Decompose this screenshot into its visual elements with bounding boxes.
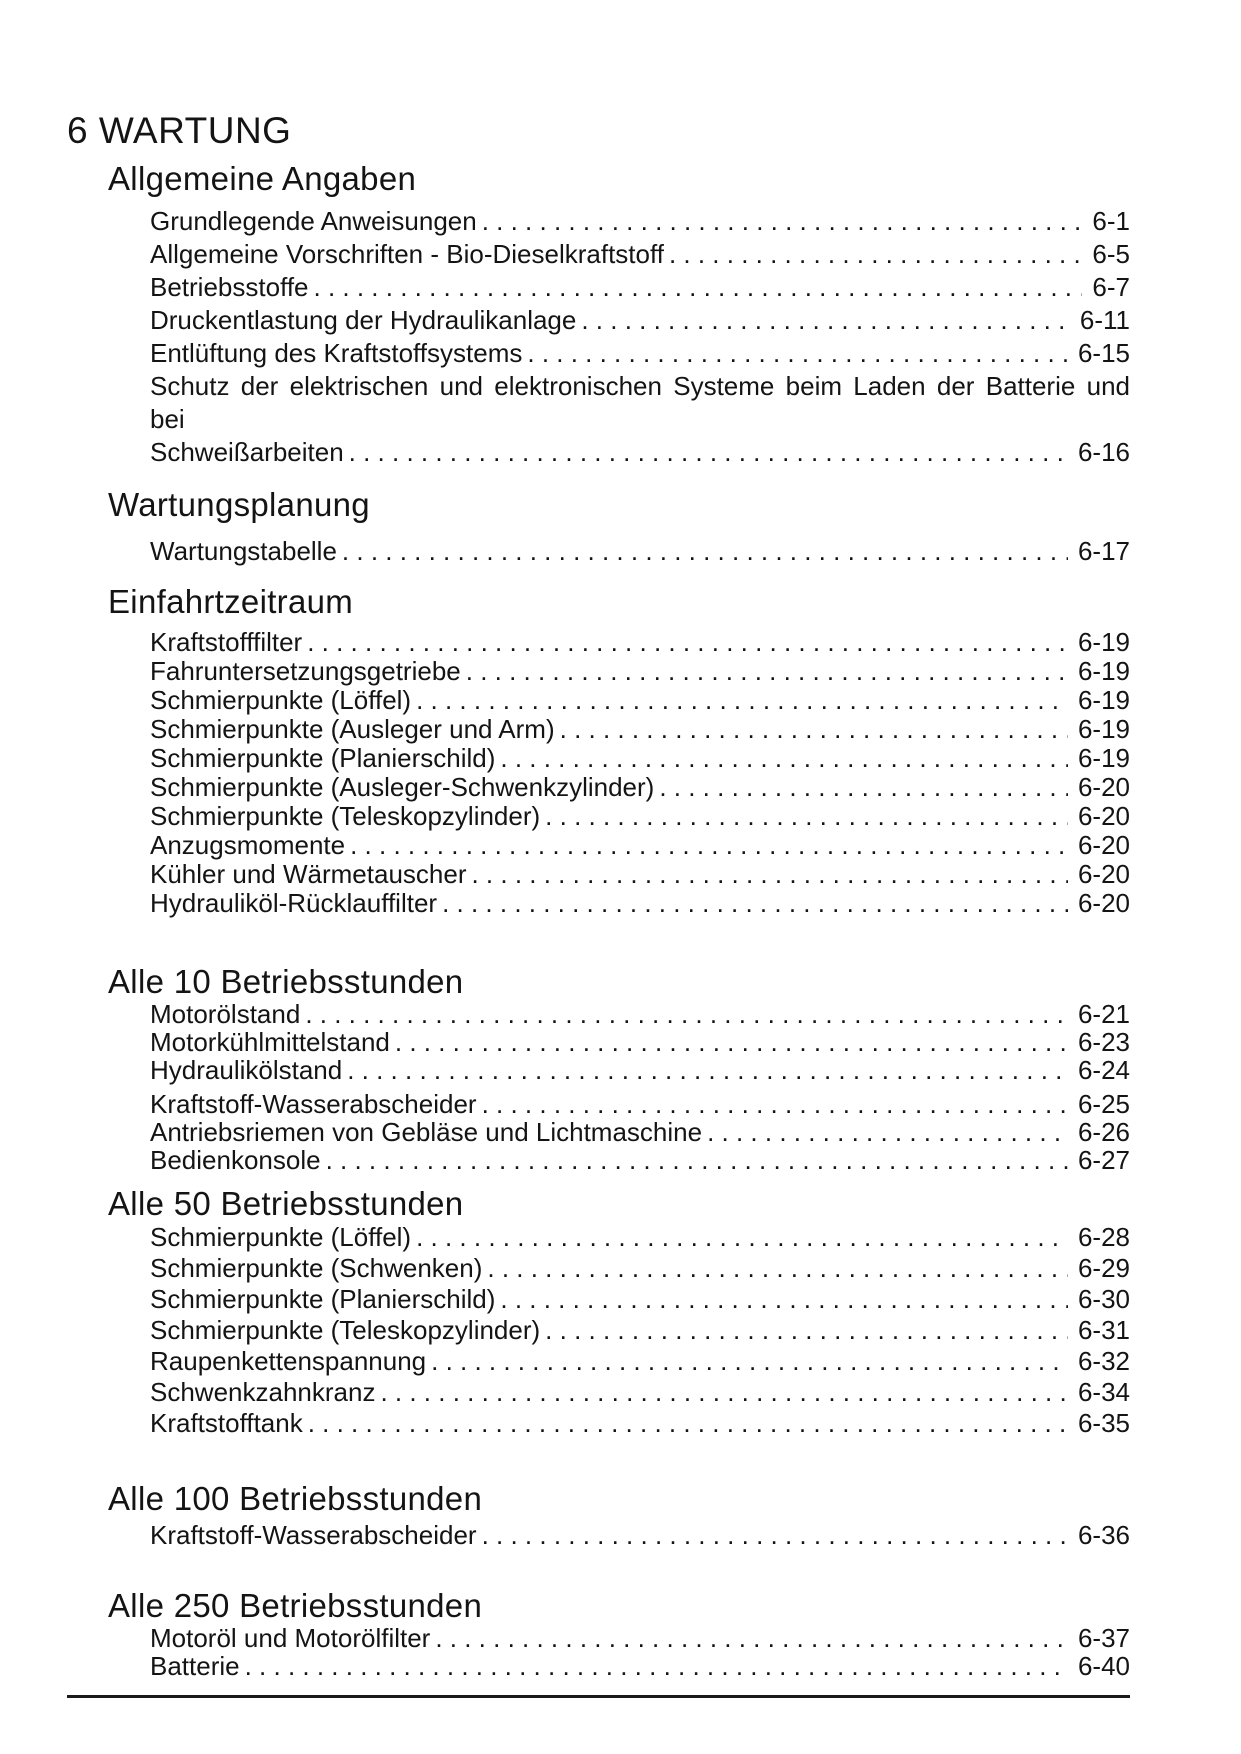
dot-leader xyxy=(305,1000,1068,1028)
toc-entry-page: 6-31 xyxy=(1077,1315,1130,1345)
toc-entry-page: 6-37 xyxy=(1077,1623,1130,1653)
dot-leader xyxy=(416,1222,1068,1253)
toc-entry-page: 6-24 xyxy=(1077,1055,1130,1085)
toc-entry-label: Grundlegende Anweisungen xyxy=(150,206,477,236)
toc-entry-label: Entlüftung des Kraftstoffsystems xyxy=(150,338,523,368)
dot-leader xyxy=(466,657,1068,686)
toc-entry xyxy=(150,1253,1130,1284)
toc-entry-page: 6-20 xyxy=(1077,888,1130,918)
dot-leader xyxy=(308,1408,1068,1439)
toc-entry-page: 6-25 xyxy=(1077,1089,1130,1119)
toc-entry xyxy=(150,271,1130,304)
toc-entry-label: Kühler und Wärmetauscher xyxy=(150,859,467,889)
toc-section-alle-50-betriebsstunden xyxy=(67,1186,1241,1439)
toc-entry-label: Allgemeine Vorschriften - Bio-Dieselkraftstoff xyxy=(150,239,664,269)
dot-leader xyxy=(560,715,1068,744)
dot-leader xyxy=(245,1652,1068,1680)
toc-entry-label: Hydrauliköl-Rücklauffilter xyxy=(150,888,438,918)
toc-entry-two-line xyxy=(150,370,1130,469)
dot-leader xyxy=(350,831,1068,860)
dot-leader xyxy=(395,1028,1068,1056)
toc-entry-page: 6-19 xyxy=(1077,743,1130,773)
toc-entry-label: Bedienkonsole xyxy=(150,1145,321,1175)
section-heading: Allgemeine Angaben xyxy=(108,160,417,197)
toc-entry-page: 6-32 xyxy=(1077,1346,1130,1376)
toc-entry xyxy=(150,744,1130,773)
toc-section-einfahrtzeitraum xyxy=(67,584,1241,918)
dot-leader xyxy=(442,889,1068,918)
toc-entry xyxy=(150,628,1130,657)
toc-entry-label: Batterie xyxy=(150,1651,240,1681)
dot-leader xyxy=(545,802,1068,831)
toc-entry-page: 6-28 xyxy=(1077,1222,1130,1252)
toc-entry-page: 6-30 xyxy=(1077,1284,1130,1314)
toc-section-alle-100-betriebsstunden xyxy=(67,1481,1241,1550)
toc-entry xyxy=(150,1408,1130,1439)
toc-entry xyxy=(150,238,1130,271)
toc-entry xyxy=(150,1118,1130,1146)
toc-entry-page: 6-35 xyxy=(1077,1408,1130,1438)
toc-entry-page: 6-29 xyxy=(1077,1253,1130,1283)
toc-entry-page: 6-20 xyxy=(1077,772,1130,802)
toc-entry-page: 6-11 xyxy=(1079,305,1130,335)
toc-entry-page: 6-34 xyxy=(1077,1377,1130,1407)
toc-entry-page: 6-19 xyxy=(1077,714,1130,744)
toc-entry xyxy=(150,773,1130,802)
toc-entry-label: Druckentlastung der Hydraulikanlage xyxy=(150,305,577,335)
toc-entry xyxy=(150,860,1130,889)
toc-entry-label: Anzugsmomente xyxy=(150,830,346,860)
toc-entry-page: 6-21 xyxy=(1077,999,1130,1029)
toc-entry-page: 6-7 xyxy=(1092,272,1130,302)
toc-entry xyxy=(150,1377,1130,1408)
dot-leader xyxy=(349,436,1068,469)
toc-entry xyxy=(150,205,1130,238)
toc-entry-page: 6-26 xyxy=(1077,1117,1130,1147)
toc-entry xyxy=(150,686,1130,715)
toc-entry-page: 6-15 xyxy=(1077,338,1130,368)
toc-entry-page: 6-1 xyxy=(1092,206,1130,236)
toc-entry xyxy=(150,657,1130,686)
toc-entry-label: Kraftstofftank xyxy=(150,1408,303,1438)
toc-entry xyxy=(150,1624,1130,1652)
toc-entry xyxy=(150,1090,1130,1118)
dot-leader xyxy=(482,205,1083,238)
toc-entry xyxy=(150,1315,1130,1346)
dot-leader xyxy=(487,1253,1068,1284)
toc-entry-page: 6-27 xyxy=(1077,1145,1130,1175)
toc-entry-label: Motorölstand xyxy=(150,999,301,1029)
toc-entry-label: Schmierpunkte (Planierschild) xyxy=(150,1284,496,1314)
toc-entry-label: Antriebsriemen von Gebläse und Lichtmaschine xyxy=(150,1117,703,1147)
toc-entry-page: 6-19 xyxy=(1077,627,1130,657)
toc-section-alle-10-betriebsstunden xyxy=(67,964,1241,1174)
toc-entry xyxy=(150,1284,1130,1315)
page-footer-rule xyxy=(67,1695,1130,1698)
section-heading: Einfahrtzeitraum xyxy=(108,583,354,620)
toc-entry-label-line2: Schweißarbeiten xyxy=(150,437,344,467)
dot-leader xyxy=(500,744,1068,773)
toc-entry-label: Schmierpunkte (Löffel) xyxy=(150,685,412,715)
toc-entry xyxy=(150,535,1130,568)
toc-entry-page: 6-19 xyxy=(1077,656,1130,686)
dot-leader xyxy=(380,1377,1067,1408)
dot-leader xyxy=(307,628,1068,657)
toc-entry xyxy=(150,1222,1130,1253)
toc-entry-label: Betriebsstoffe xyxy=(150,272,309,302)
toc-entry xyxy=(150,1521,1130,1550)
toc-entry xyxy=(150,831,1130,860)
toc-entry-page: 6-5 xyxy=(1092,239,1130,269)
dot-leader xyxy=(527,337,1068,370)
toc-entry-page: 6-17 xyxy=(1077,536,1130,566)
dot-leader xyxy=(482,1090,1068,1118)
toc-entry-label-line1: Schutz der elektrischen und elektronischen Systeme beim Laden der Batterie und bei xyxy=(150,371,1130,434)
dot-leader xyxy=(314,271,1083,304)
toc-entry-label: Wartungstabelle xyxy=(150,536,337,566)
toc-section-wartungsplanung xyxy=(67,487,1241,568)
toc-entry-label: Kraftstoff-Wasserabscheider xyxy=(150,1520,477,1550)
dot-leader xyxy=(659,773,1068,802)
section-heading: Alle 250 Betriebsstunden xyxy=(108,1587,483,1624)
toc-entry-label: Schmierpunkte (Schwenken) xyxy=(150,1253,483,1283)
toc-entry-label: Fahruntersetzungsgetriebe xyxy=(150,656,461,686)
dot-leader xyxy=(347,1056,1068,1084)
section-heading: Alle 100 Betriebsstunden xyxy=(108,1480,483,1517)
dot-leader xyxy=(581,304,1070,337)
dot-leader xyxy=(707,1118,1068,1146)
toc-entry xyxy=(150,802,1130,831)
toc-entry xyxy=(150,1652,1130,1680)
toc-entry-page: 6-19 xyxy=(1077,685,1130,715)
toc-entry-page: 6-20 xyxy=(1077,859,1130,889)
toc-entry-label: Schmierpunkte (Teleskopzylinder) xyxy=(150,1315,541,1345)
toc-entry-label: Raupenkettenspannung xyxy=(150,1346,427,1376)
toc-entry-page: 6-40 xyxy=(1077,1651,1130,1681)
dot-leader xyxy=(431,1346,1068,1377)
toc-entry-label: Motoröl und Motorölfilter xyxy=(150,1623,431,1653)
toc-entry xyxy=(150,1346,1130,1377)
toc-entry xyxy=(150,1000,1130,1028)
toc-entry-label: Schmierpunkte (Ausleger-Schwenkzylinder) xyxy=(150,772,655,802)
dot-leader xyxy=(471,860,1067,889)
toc-entry xyxy=(150,1028,1130,1056)
toc-entry-page: 6-36 xyxy=(1077,1520,1130,1550)
toc-section-allgemeine-angaben xyxy=(67,161,1241,469)
toc-entry-label: Schmierpunkte (Teleskopzylinder) xyxy=(150,801,541,831)
dot-leader xyxy=(669,238,1082,271)
dot-leader xyxy=(500,1284,1068,1315)
toc-entry-label: Schmierpunkte (Planierschild) xyxy=(150,743,496,773)
dot-leader xyxy=(435,1624,1068,1652)
toc-section-alle-250-betriebsstunden xyxy=(67,1588,1241,1680)
toc-entry-label: Motorkühlmittelstand xyxy=(150,1027,390,1057)
toc-entry-page: 6-20 xyxy=(1077,801,1130,831)
dot-leader xyxy=(416,686,1068,715)
toc-entry-label: Kraftstoff-Wasserabscheider xyxy=(150,1089,477,1119)
dot-leader xyxy=(482,1521,1068,1550)
toc-entry-label: Kraftstofffilter xyxy=(150,627,303,657)
toc-entry-label: Schmierpunkte (Löffel) xyxy=(150,1222,412,1252)
toc-entry xyxy=(150,337,1130,370)
toc-entry xyxy=(150,1146,1130,1174)
toc-entry-page: 6-23 xyxy=(1077,1027,1130,1057)
section-heading: Alle 50 Betriebsstunden xyxy=(108,1185,464,1222)
toc-entry xyxy=(150,304,1130,337)
dot-leader xyxy=(342,535,1068,568)
toc-entry xyxy=(150,1056,1130,1084)
toc-entry-label: Schwenkzahnkranz xyxy=(150,1377,376,1407)
section-heading: Alle 10 Betriebsstunden xyxy=(108,963,464,1000)
toc-entry xyxy=(150,715,1130,744)
toc-entry-label: Hydraulikölstand xyxy=(150,1055,343,1085)
section-heading: Wartungsplanung xyxy=(108,486,370,523)
page-title: 6 WARTUNG xyxy=(67,110,292,151)
toc-entry-page: 6-16 xyxy=(1077,437,1130,467)
toc-entry-page: 6-20 xyxy=(1077,830,1130,860)
dot-leader xyxy=(545,1315,1068,1346)
dot-leader xyxy=(326,1146,1068,1174)
toc-entry xyxy=(150,889,1130,918)
toc-entry-label: Schmierpunkte (Ausleger und Arm) xyxy=(150,714,555,744)
